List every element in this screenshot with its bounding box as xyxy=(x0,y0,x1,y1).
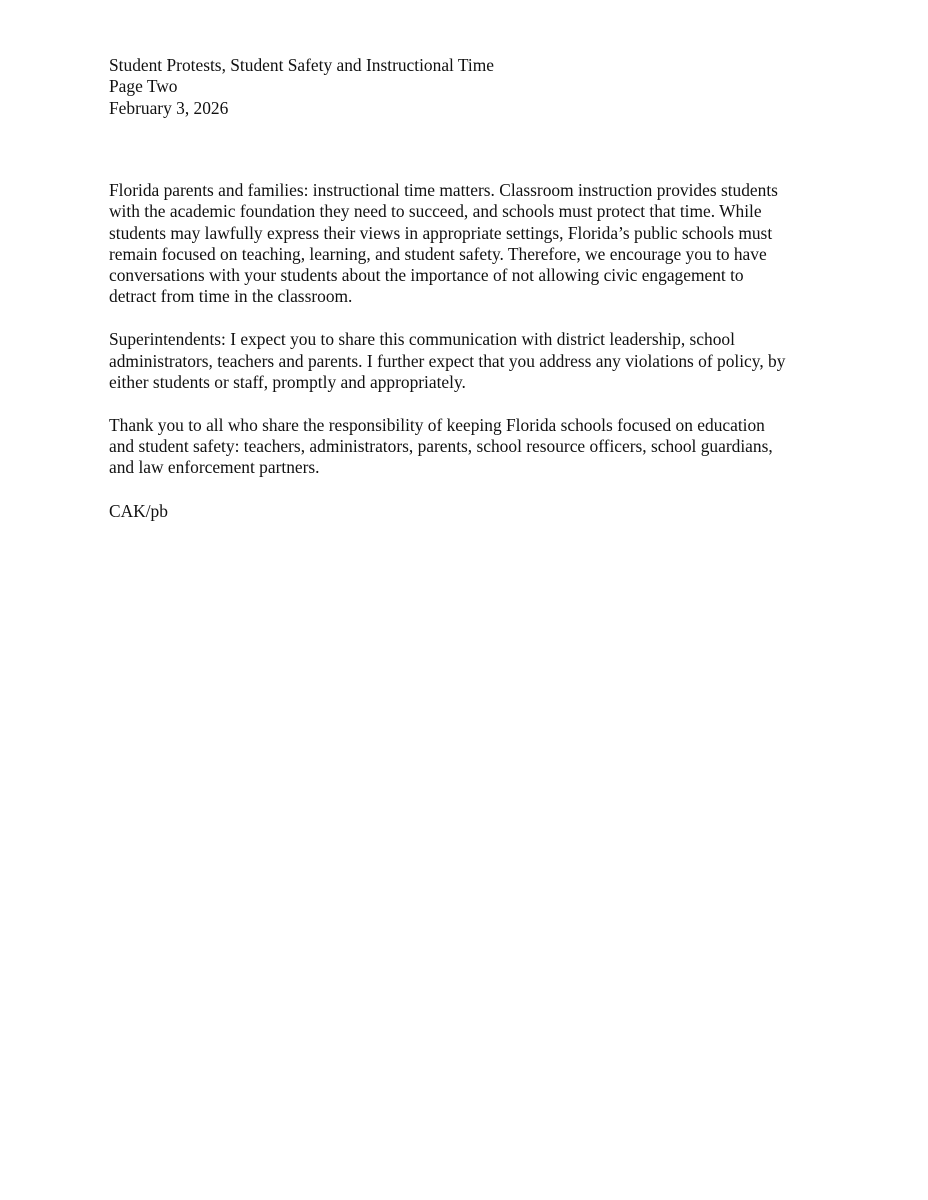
paragraph-line: either students or staff, promptly and appropriately. xyxy=(109,371,466,392)
paragraph-line: Florida parents and families: instructional time matters. Classroom instruction provides students xyxy=(109,180,778,200)
typist-initials: CAK/pb xyxy=(109,500,168,521)
page-number: Page Two xyxy=(109,76,178,97)
paragraph-superintendents xyxy=(109,329,821,393)
paragraph-line: students may lawfully express their views in appropriate settings, Florida’s public schools must xyxy=(109,222,773,243)
paragraph-parents xyxy=(109,180,821,308)
paragraph-line: Superintendents: I expect you to share this communication with district leadership, school xyxy=(109,329,735,350)
paragraph-line: administrators, teachers and parents. I further expect that you address any violations of policy, by xyxy=(109,350,786,371)
paragraph-line: Thank you to all who share the responsibility of keeping Florida schools focused on education xyxy=(109,414,765,435)
letter-header xyxy=(109,55,829,119)
letter-subject: Student Protests, Student Safety and Instructional Time xyxy=(109,55,494,75)
paragraph-line: conversations with your students about the importance of not allowing civic engagement to xyxy=(109,265,744,286)
paragraph-line: and law enforcement partners. xyxy=(109,457,320,478)
letter-date: February 3, 2026 xyxy=(109,97,229,118)
letter-body xyxy=(109,180,821,522)
paragraph-thanks xyxy=(109,415,821,479)
paragraph-line: remain focused on teaching, learning, and student safety. Therefore, we encourage you to have xyxy=(109,243,767,264)
paragraph-line: detract from time in the classroom. xyxy=(109,286,353,307)
paragraph-line: with the academic foundation they need to succeed, and schools must protect that time. While xyxy=(109,201,762,222)
paragraph-line: and student safety: teachers, administrators, parents, school resource officers, school guardians, xyxy=(109,435,773,456)
